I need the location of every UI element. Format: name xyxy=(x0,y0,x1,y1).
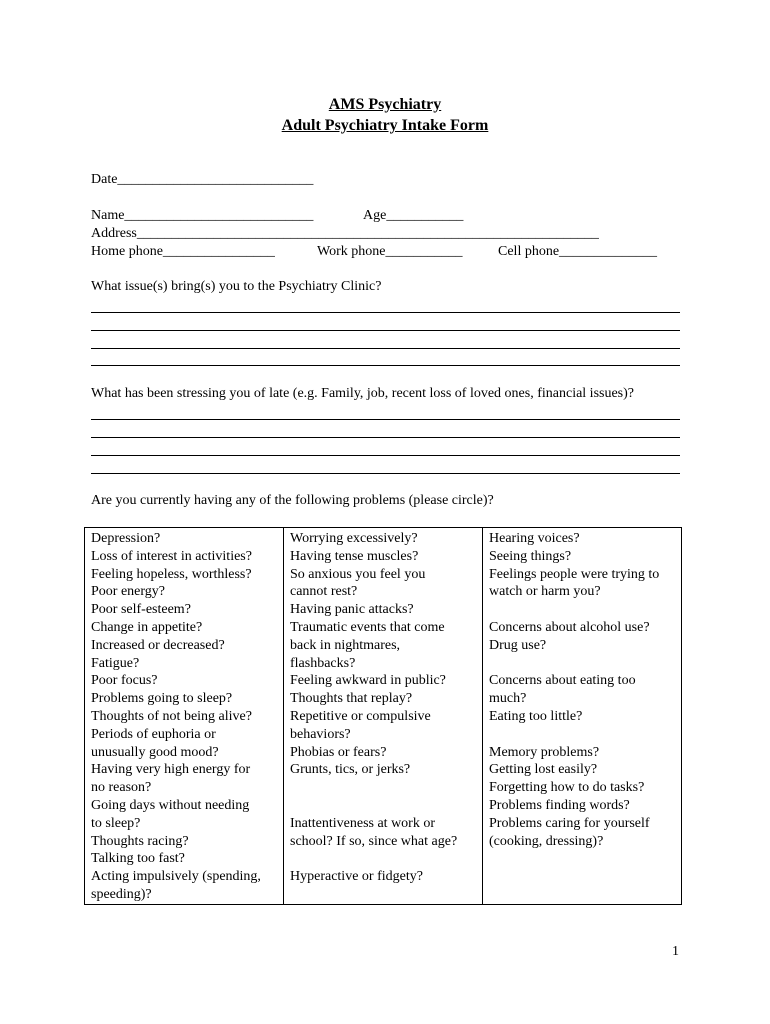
problem-item[interactable]: much? xyxy=(489,691,527,707)
problem-item[interactable]: Feeling awkward in public? xyxy=(290,673,446,689)
issues-answer-line[interactable] xyxy=(91,365,680,366)
address-field[interactable]: Address__________________________________________________________________ xyxy=(91,226,599,241)
blank-spacer xyxy=(489,601,675,619)
blank-spacer xyxy=(290,797,476,815)
problem-item[interactable]: Talking too fast? xyxy=(91,851,185,867)
date-field[interactable]: Date____________________________ xyxy=(91,172,314,187)
problem-item[interactable]: Thoughts of not being alive? xyxy=(91,708,252,724)
problem-item[interactable]: Feeling hopeless, worthless? xyxy=(91,566,252,582)
problem-item[interactable]: Inattentiveness at work or xyxy=(290,815,436,831)
problem-item[interactable]: Having panic attacks? xyxy=(290,602,414,618)
name-field[interactable]: Name___________________________ xyxy=(91,208,314,223)
problem-item[interactable]: Getting lost easily? xyxy=(489,762,598,778)
home-phone-field[interactable]: Home phone________________ xyxy=(91,244,275,259)
org-name: AMS Psychiatry xyxy=(328,96,442,113)
stress-question: What has been stressing you of late (e.g. Family, job, recent loss of loved ones, financial issues)? xyxy=(91,386,635,401)
problem-item[interactable]: to sleep? xyxy=(91,815,141,831)
blank-spacer xyxy=(290,850,476,868)
problem-item[interactable]: Forgetting how to do tasks? xyxy=(489,780,645,796)
problem-item[interactable]: Concerns about eating too xyxy=(489,673,636,689)
problem-item[interactable]: Repetitive or compulsive xyxy=(290,708,431,724)
problem-item[interactable]: Problems going to sleep? xyxy=(91,691,233,707)
problem-item[interactable]: Seeing things? xyxy=(489,548,572,564)
problem-item[interactable]: Loss of interest in activities? xyxy=(91,548,252,564)
problems-column-psychosis-substance-cognition xyxy=(483,528,682,905)
problem-item[interactable]: Phobias or fears? xyxy=(290,744,387,760)
problem-item[interactable]: Feelings people were trying to xyxy=(489,566,660,582)
problem-item[interactable]: Memory problems? xyxy=(489,744,600,760)
blank-spacer xyxy=(290,779,476,797)
problem-item[interactable]: Depression? xyxy=(91,531,161,546)
issues-question: What issue(s) bring(s) you to the Psychiatry Clinic? xyxy=(91,279,382,294)
problem-item[interactable]: Having tense muscles? xyxy=(290,548,419,564)
form-title: Adult Psychiatry Intake Form xyxy=(281,117,489,134)
issues-answer-line[interactable] xyxy=(91,330,680,331)
work-phone-field[interactable]: Work phone___________ xyxy=(317,244,463,259)
problem-item[interactable]: Grunts, tics, or jerks? xyxy=(290,762,411,778)
problem-item[interactable]: Going days without needing xyxy=(91,797,250,813)
problem-item[interactable]: Thoughts racing? xyxy=(91,833,189,849)
problems-column-anxiety xyxy=(284,528,483,905)
age-field[interactable]: Age___________ xyxy=(363,208,464,223)
stress-answer-line[interactable] xyxy=(91,419,680,420)
problem-item[interactable]: Periods of euphoria or xyxy=(91,726,216,742)
problem-item[interactable]: no reason? xyxy=(91,780,152,796)
problem-item[interactable]: Fatigue? xyxy=(91,655,140,671)
issues-answer-line[interactable] xyxy=(91,312,680,313)
problem-item[interactable]: So anxious you feel you xyxy=(290,566,426,582)
problem-item[interactable]: Having very high energy for xyxy=(91,762,251,778)
problems-question: Are you currently having any of the following problems (please circle)? xyxy=(91,493,494,508)
problem-item[interactable]: (cooking, dressing)? xyxy=(489,833,604,849)
problems-column-mood xyxy=(85,528,284,905)
problem-item[interactable]: Concerns about alcohol use? xyxy=(489,619,650,635)
blank-spacer xyxy=(489,655,675,673)
blank-spacer xyxy=(489,726,675,744)
problem-item[interactable]: cannot rest? xyxy=(290,584,358,600)
problem-item[interactable]: Problems caring for yourself xyxy=(489,815,650,831)
problem-item[interactable]: Change in appetite? xyxy=(91,619,203,635)
problem-item[interactable]: back in nightmares, xyxy=(290,637,401,653)
problem-item[interactable]: Increased or decreased? xyxy=(91,637,225,653)
problem-item[interactable]: Poor focus? xyxy=(91,673,158,689)
stress-answer-line[interactable] xyxy=(91,437,680,438)
problem-item[interactable]: Hearing voices? xyxy=(489,531,580,546)
problem-item[interactable]: school? If so, since what age? xyxy=(290,833,458,849)
problem-item[interactable]: Worrying excessively? xyxy=(290,531,418,546)
problem-item[interactable]: speeding)? xyxy=(91,886,152,902)
problem-item[interactable]: Thoughts that replay? xyxy=(290,691,413,707)
page-number: 1 xyxy=(672,944,679,959)
problem-item[interactable]: flashbacks? xyxy=(290,655,356,671)
problem-item[interactable]: behaviors? xyxy=(290,726,351,742)
problem-item[interactable]: unusually good mood? xyxy=(91,744,219,760)
problem-item[interactable]: Hyperactive or fidgety? xyxy=(290,869,423,885)
issues-answer-line[interactable] xyxy=(91,348,680,349)
cell-phone-field[interactable]: Cell phone______________ xyxy=(498,244,658,259)
problem-item[interactable]: Traumatic events that come xyxy=(290,619,445,635)
problem-item[interactable]: Poor energy? xyxy=(91,584,165,600)
problem-item[interactable]: Eating too little? xyxy=(489,708,583,724)
problem-item[interactable]: Poor self-esteem? xyxy=(91,602,191,618)
stress-answer-line[interactable] xyxy=(91,455,680,456)
problem-item[interactable]: watch or harm you? xyxy=(489,584,601,600)
problem-item[interactable]: Drug use? xyxy=(489,637,547,653)
problem-item[interactable]: Problems finding words? xyxy=(489,797,630,813)
problem-item[interactable]: Acting impulsively (spending, xyxy=(91,869,261,885)
stress-answer-line[interactable] xyxy=(91,473,680,474)
problems-table xyxy=(84,527,682,905)
